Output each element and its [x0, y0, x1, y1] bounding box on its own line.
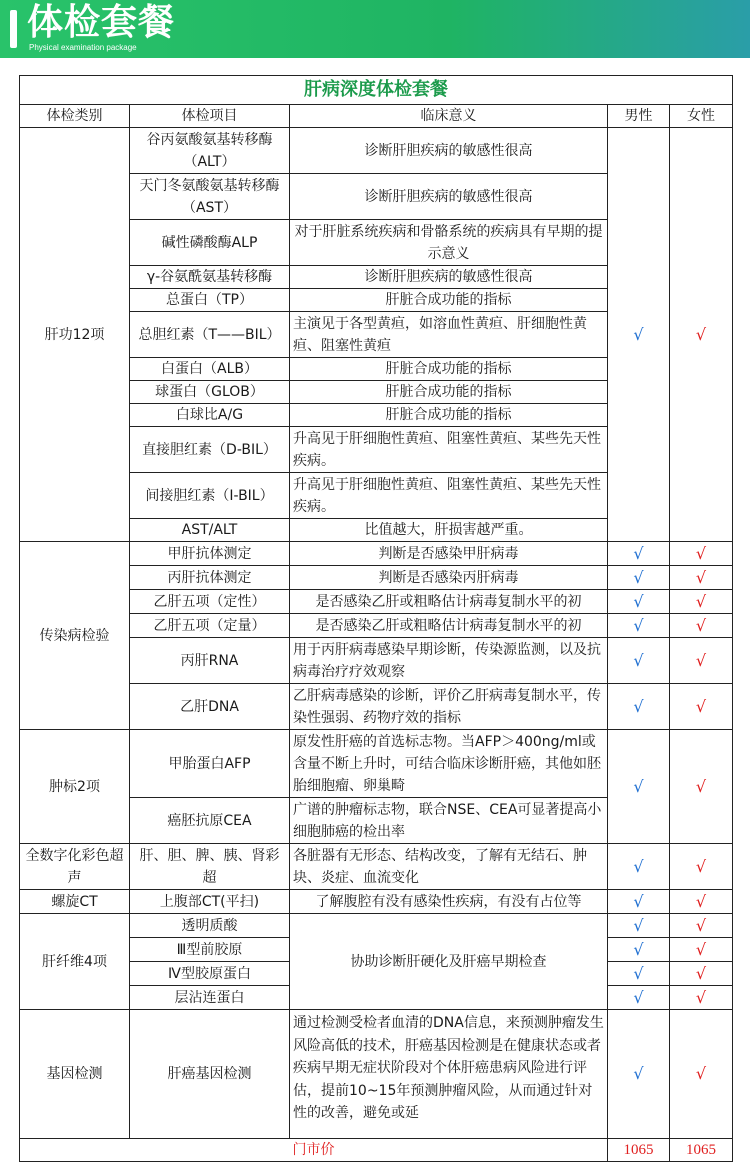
row-item: 丙肝RNA — [130, 638, 290, 684]
category-fibrosis: 肝纤维4项 — [20, 914, 130, 1010]
row-item: 乙肝五项（定量） — [130, 614, 290, 638]
male-check: √ — [608, 914, 670, 938]
banner-subtitle: Physical examination package — [29, 43, 137, 52]
male-check: √ — [608, 986, 670, 1010]
row-item: 丙肝抗体测定 — [130, 566, 290, 590]
row-meaning: 诊断肝胆疾病的敏感性很高 — [290, 266, 608, 289]
row-meaning: 判断是否感染甲肝病毒 — [290, 542, 608, 566]
row-meaning: 原发性肝癌的首选标志物。当AFP＞400ng/ml或含量不断上升时，可结合临床诊断肝癌，其他如胚胎细胞瘤、卵巢畸 — [290, 730, 608, 798]
row-item: 层沾连蛋白 — [130, 986, 290, 1010]
row-item: 肝、胆、脾、胰、肾彩超 — [130, 844, 290, 890]
price-female: 1065 — [670, 1139, 733, 1162]
header-female: 女性 — [670, 105, 733, 128]
female-check: √ — [670, 684, 733, 730]
female-check: √ — [670, 542, 733, 566]
female-check: √ — [670, 914, 733, 938]
table-header-row — [20, 105, 733, 128]
price-label: 门市价 — [20, 1139, 608, 1162]
male-check: √ — [608, 128, 670, 542]
male-check: √ — [608, 542, 670, 566]
row-item: 甲胎蛋白AFP — [130, 730, 290, 798]
row-meaning: 肝脏合成功能的指标 — [290, 358, 608, 381]
row-item: 上腹部CT(平扫) — [130, 890, 290, 914]
row-item: 乙肝五项（定性） — [130, 590, 290, 614]
row-meaning: 通过检测受检者血清的DNA信息，来预测肿瘤发生风险高低的技术，肝癌基因检测是在健康状态或者疾病早期无症状阶段对个体肝癌患病风险进行评估，提前10~15年预测肿瘤风险，从而通过针对性的改善，避免或延 — [293, 1015, 604, 1121]
male-check: √ — [608, 638, 670, 684]
table-row — [20, 844, 733, 890]
male-check: √ — [608, 730, 670, 844]
table-row — [20, 890, 733, 914]
table-row — [20, 542, 733, 566]
banner-accent-bar — [10, 10, 17, 48]
price-row — [20, 1139, 733, 1162]
category-tumor: 肿标2项 — [20, 730, 130, 844]
row-meaning: 对于肝脏系统疾病和骨骼系统的疾病具有早期的提示意义 — [290, 220, 608, 266]
row-meaning: 协助诊断肝硬化及肝癌早期检查 — [290, 914, 608, 1010]
row-meaning: 升高见于肝细胞性黄疸、阻塞性黄疸、某些先天性疾病。 — [290, 427, 608, 473]
female-check: √ — [670, 128, 733, 542]
row-meaning: 主演见于各型黄疸，如溶血性黄疸、肝细胞性黄疸、阻塞性黄疸 — [290, 312, 608, 358]
category-liver: 肝功12项 — [20, 128, 130, 542]
row-item: 总胆红素（T——BIL） — [130, 312, 290, 358]
row-meaning: 乙肝病毒感染的诊断，评价乙肝病毒复制水平，传染性强弱、药物疗效的指标 — [290, 684, 608, 730]
female-check: √ — [670, 590, 733, 614]
row-meaning: 是否感染乙肝或粗略估计病毒复制水平的初 — [290, 614, 608, 638]
row-meaning: 各脏器有无形态、结构改变，了解有无结石、肿块、炎症、血流变化 — [290, 844, 608, 890]
banner-title: 体检套餐 — [27, 2, 176, 43]
female-check: √ — [670, 614, 733, 638]
row-item: 白蛋白（ALB） — [130, 358, 290, 381]
row-meaning: 升高见于肝细胞性黄疸、阻塞性黄疸、某些先天性疾病。 — [290, 473, 608, 519]
female-check: √ — [670, 844, 733, 890]
package-table — [19, 75, 733, 1162]
row-meaning: 肝脏合成功能的指标 — [290, 289, 608, 312]
male-check: √ — [608, 890, 670, 914]
female-check: √ — [670, 890, 733, 914]
male-check: √ — [608, 684, 670, 730]
category-gene: 基因检测 — [20, 1010, 130, 1139]
male-check: √ — [608, 844, 670, 890]
header-item: 体检项目 — [130, 105, 290, 128]
row-meaning-cell — [290, 1010, 608, 1139]
row-item: Ⅳ型胶原蛋白 — [130, 962, 290, 986]
category-infect: 传染病检验 — [20, 542, 130, 730]
header-male: 男性 — [608, 105, 670, 128]
row-meaning: 诊断肝胆疾病的敏感性很高 — [290, 128, 608, 174]
row-item: AST/ALT — [130, 519, 290, 542]
female-check: √ — [670, 986, 733, 1010]
row-item: 白球比A/G — [130, 404, 290, 427]
row-item: 球蛋白（GLOB） — [130, 381, 290, 404]
row-item: 总蛋白（TP） — [130, 289, 290, 312]
female-check: √ — [670, 730, 733, 844]
row-meaning: 肝脏合成功能的指标 — [290, 381, 608, 404]
row-item: 癌胚抗原CEA — [130, 798, 290, 844]
table-row — [20, 1010, 733, 1139]
category-ultrasound: 全数字化彩色超声 — [20, 844, 130, 890]
male-check: √ — [608, 566, 670, 590]
row-meaning: 广谱的肿瘤标志物，联合NSE、CEA可显著提高小细胞肺癌的检出率 — [290, 798, 608, 844]
row-item: 间接胆红素（I-BIL） — [130, 473, 290, 519]
row-meaning: 诊断肝胆疾病的敏感性很高 — [290, 174, 608, 220]
female-check: √ — [670, 566, 733, 590]
row-meaning: 是否感染乙肝或粗略估计病毒复制水平的初 — [290, 590, 608, 614]
row-meaning: 了解腹腔有没有感染性疾病，有没有占位等 — [290, 890, 608, 914]
row-item: 直接胆红素（D-BIL） — [130, 427, 290, 473]
male-check: √ — [608, 614, 670, 638]
row-meaning: 判断是否感染丙肝病毒 — [290, 566, 608, 590]
row-item: γ-谷氨酰氨基转移酶 — [130, 266, 290, 289]
table-title: 肝病深度体检套餐 — [20, 76, 733, 105]
row-item: 谷丙氨酸氨基转移酶（ALT） — [130, 128, 290, 174]
row-item: 肝癌基因检测 — [130, 1010, 290, 1139]
price-male: 1065 — [608, 1139, 670, 1162]
header-category: 体检类别 — [20, 105, 130, 128]
category-ct: 螺旋CT — [20, 890, 130, 914]
row-item: 碱性磷酸酶ALP — [130, 220, 290, 266]
female-check: √ — [670, 1010, 733, 1139]
table-row — [20, 730, 733, 798]
row-item: 乙肝DNA — [130, 684, 290, 730]
row-meaning: 用于丙肝病毒感染早期诊断，传染源监测，以及抗病毒治疗疗效观察 — [290, 638, 608, 684]
row-item: 天门冬氨酸氨基转移酶（AST） — [130, 174, 290, 220]
row-meaning: 比值越大，肝损害越严重。 — [290, 519, 608, 542]
header-meaning: 临床意义 — [290, 105, 608, 128]
table-row — [20, 128, 733, 174]
male-check: √ — [608, 962, 670, 986]
row-item: Ⅲ型前胶原 — [130, 938, 290, 962]
male-check: √ — [608, 590, 670, 614]
male-check: √ — [608, 938, 670, 962]
table-row — [20, 914, 733, 938]
female-check: √ — [670, 938, 733, 962]
female-check: √ — [670, 638, 733, 684]
row-item: 甲肝抗体测定 — [130, 542, 290, 566]
row-item: 透明质酸 — [130, 914, 290, 938]
header-banner — [0, 0, 750, 58]
female-check: √ — [670, 962, 733, 986]
package-table-container — [19, 75, 732, 1162]
male-check: √ — [608, 1010, 670, 1139]
row-meaning: 肝脏合成功能的指标 — [290, 404, 608, 427]
